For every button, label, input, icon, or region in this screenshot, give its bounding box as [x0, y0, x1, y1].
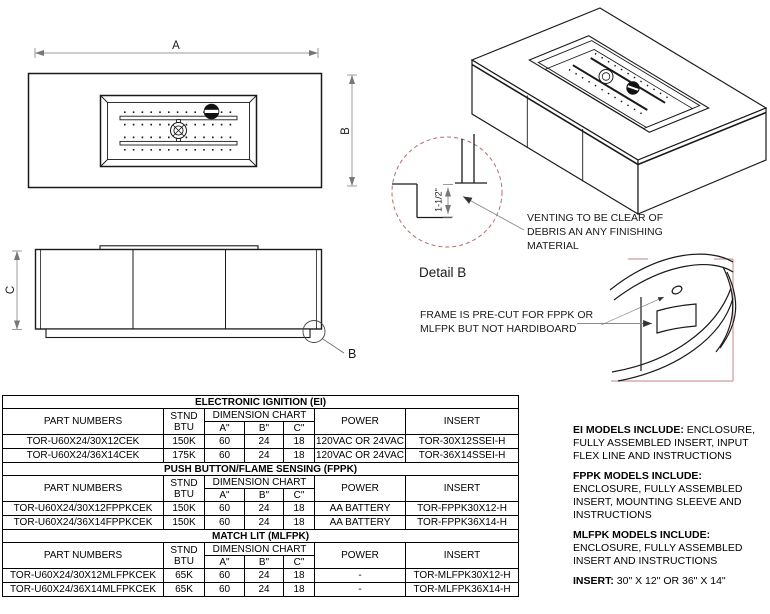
- col-header-c: C": [284, 556, 315, 569]
- dimension-a: [35, 40, 318, 58]
- frame-note-line2: MLFPK BUT NOT HARDIBOARD: [420, 323, 577, 335]
- col-header-part-numbers: PART NUMBERS: [3, 409, 164, 435]
- col-header-a: A": [205, 422, 245, 435]
- col-header-c: C": [284, 489, 315, 502]
- venting-note-line1: VENTING TO BE CLEAR OF: [527, 212, 664, 224]
- isometric-view: [472, 8, 766, 214]
- col-header-b: B": [245, 556, 284, 569]
- model-notes: [573, 424, 765, 595]
- section-title-ei: ELECTRONIC IGNITION (EI): [3, 396, 519, 409]
- burner-pipe: [120, 141, 237, 145]
- iso-gas-flange: [599, 70, 613, 84]
- col-header-stnd-btu: STND BTU: [164, 543, 205, 569]
- dimension-b: [340, 75, 357, 186]
- section-title-fppk: PUSH BUTTON/FLAME SENSING (FPPK): [3, 463, 519, 476]
- note-ei-models: EI MODELS INCLUDE: ENCLOSURE, FULLY ASSEMBLED INSERT, INPUT FLEX LINE AND INSTRUCTIONS: [573, 424, 756, 462]
- col-header-power: POWER: [315, 476, 406, 502]
- front-view-drawing: [36, 246, 357, 361]
- col-header-insert: INSERT: [406, 476, 519, 502]
- vent-gap-dimension: 1-1/2": [433, 188, 444, 212]
- dim-a-label: A: [172, 40, 180, 52]
- table-row: TOR-U60X24/30X12FPPKCEK 150K 60 24 18 AA BATTERY TOR-FPPK30X12-H: [3, 502, 519, 516]
- col-header-dimension-chart: DIMENSION CHART: [205, 543, 315, 556]
- table-row: TOR-U60X24/36X14MLFPKCEK 65K 60 24 18 - TOR-MLFPK36X14-H: [3, 583, 519, 597]
- frame-detail-view: [420, 254, 736, 381]
- frame-note-line1: FRAME IS PRE-CUT FOR FPPK OR: [420, 309, 594, 321]
- venting-note-line2: DEBRIS AN ANY FINISHING: [527, 226, 663, 238]
- frame-corner-arcs: [610, 254, 736, 381]
- detail-b-boundary-circle: [392, 137, 502, 247]
- col-header-insert: INSERT: [406, 543, 519, 569]
- table-row: TOR-U60X24/30X12CEK 150K 60 24 18 120VAC OR 24VAC TOR-30X12SSEI-H: [3, 435, 519, 449]
- col-header-part-numbers: PART NUMBERS: [3, 476, 164, 502]
- col-header-b: B": [245, 422, 284, 435]
- table-row: TOR-U60X24/30X12MLFPKCEK 65K 60 24 18 - TOR-MLFPK30X12-H: [3, 569, 519, 583]
- note-fppk-models: FPPK MODELS INCLUDE: ENCLOSURE, FULLY ASSEMBLED INSERT, MOUNTING SLEEVE AND INSTRUCTIONS: [573, 470, 743, 521]
- col-header-power: POWER: [315, 543, 406, 569]
- col-header-insert: INSERT: [406, 409, 519, 435]
- detail-b-title: Detail B: [419, 265, 467, 280]
- note-insert-sizes: INSERT: 30" X 12" OR 36" X 14": [573, 575, 726, 587]
- col-header-stnd-btu: STND BTU: [164, 476, 205, 502]
- col-header-dimension-chart: DIMENSION CHART: [205, 476, 315, 489]
- col-header-stnd-btu: STND BTU: [164, 409, 205, 435]
- enclosure-front: [36, 250, 322, 330]
- col-header-a: A": [205, 489, 245, 502]
- recessed-base: [46, 329, 310, 338]
- col-header-power: POWER: [315, 409, 406, 435]
- venting-note-line3: MATERIAL: [527, 240, 579, 252]
- note-mlfpk-models: MLFPK MODELS INCLUDE: ENCLOSURE, FULLY ASSEMBLED INSERT AND INSTRUCTIONS: [573, 529, 743, 567]
- col-header-dimension-chart: DIMENSION CHART: [205, 409, 315, 422]
- section-title-mlfpk: MATCH LIT (MLFPK): [3, 530, 519, 543]
- table-row: TOR-U60X24/36X14FPPKCEK 150K 60 24 18 AA BATTERY TOR-FPPK36X14-H: [3, 516, 519, 530]
- detail-b-callout-label: B: [348, 347, 357, 361]
- dim-b-label: B: [340, 127, 352, 135]
- col-header-a: A": [205, 556, 245, 569]
- col-header-c: C": [284, 422, 315, 435]
- table-row: TOR-U60X24/36X14CEK 175K 60 24 18 120VAC OR 24VAC TOR-36X14SSEI-H: [3, 449, 519, 463]
- part-spec-table: [2, 395, 519, 597]
- top-view-drawing: [29, 74, 322, 188]
- precut-opening: [657, 304, 696, 333]
- dimension-c: [5, 251, 22, 330]
- col-header-b: B": [245, 489, 284, 502]
- precut-hole: [671, 285, 683, 296]
- dim-c-label: C: [5, 285, 17, 295]
- col-header-part-numbers: PART NUMBERS: [3, 543, 164, 569]
